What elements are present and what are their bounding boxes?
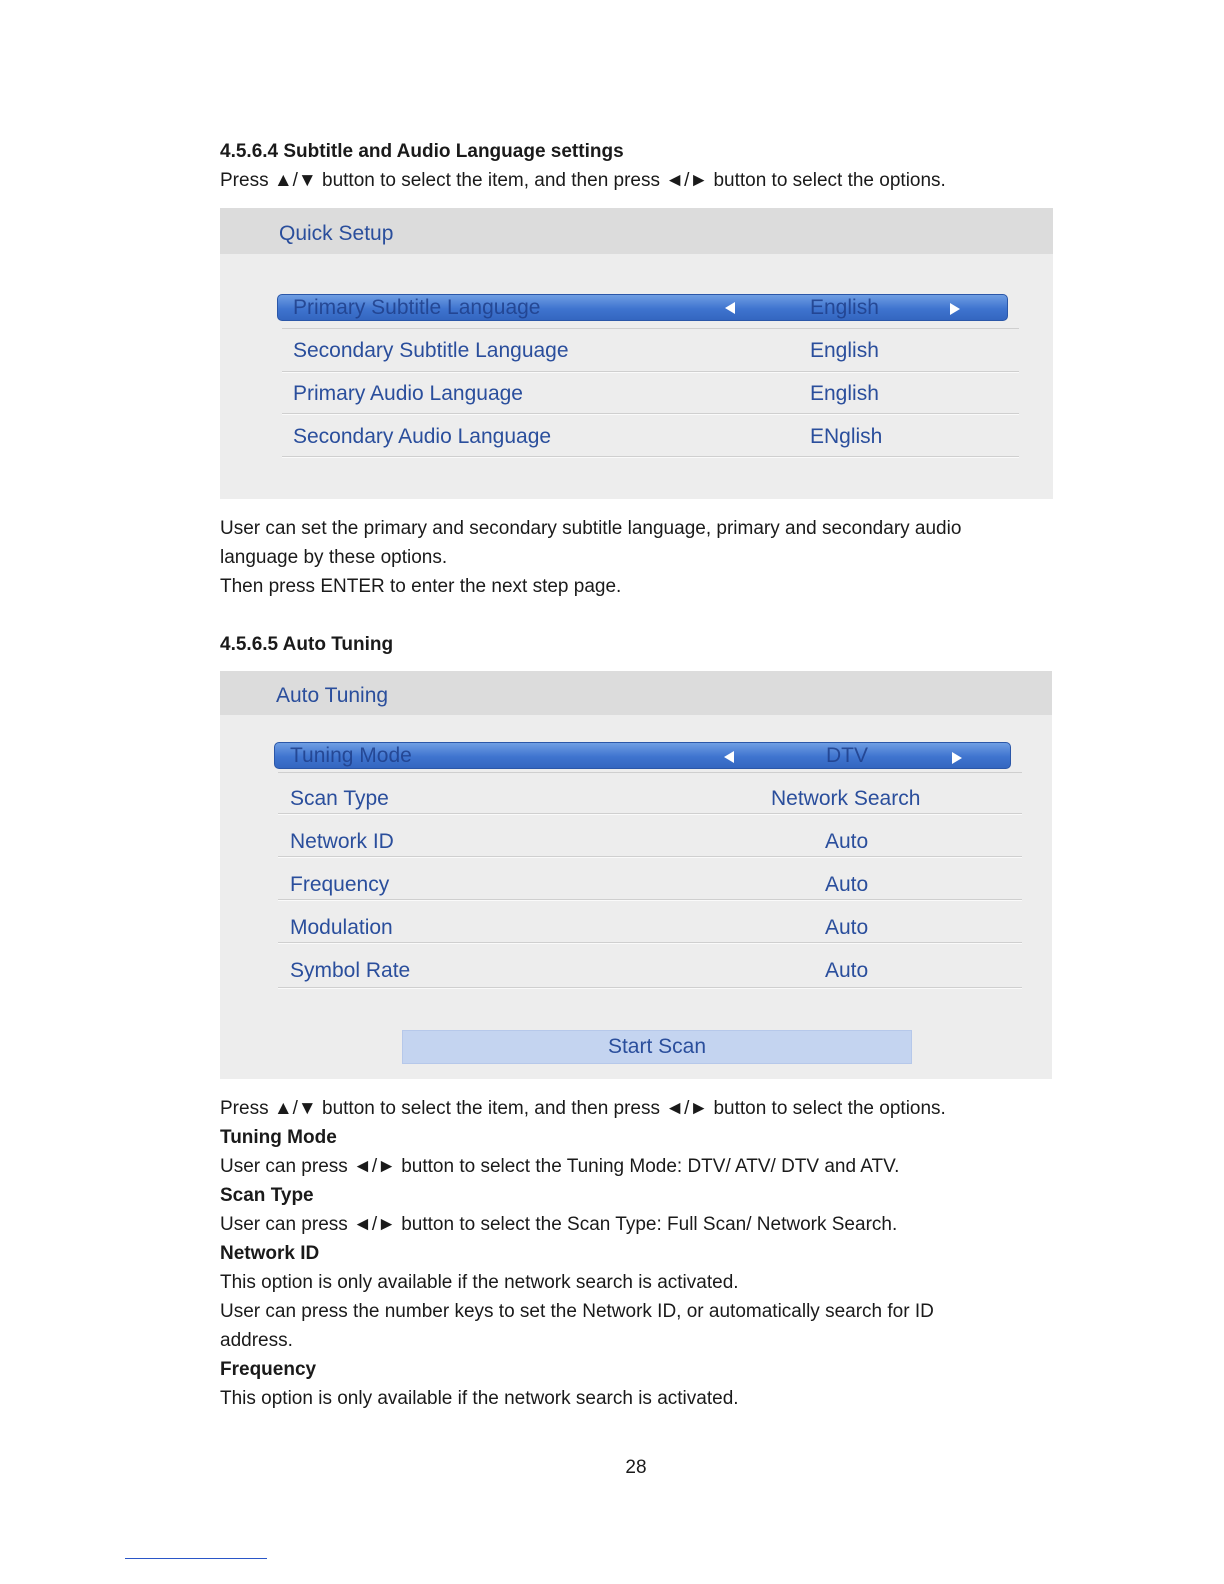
menu-row-scan-type[interactable] [278, 787, 1022, 827]
menu-row-value: English [810, 296, 879, 319]
divider [278, 813, 1022, 814]
divider [282, 371, 1019, 372]
instruction-text: Press ▲/▼ button to select the item, and then press ◄/► button to select the options. [220, 170, 946, 191]
quick-setup-panel [220, 208, 1053, 499]
subheading-scan-type: Scan Type [220, 1185, 314, 1206]
menu-row-label: Frequency [290, 873, 390, 896]
menu-row-secondary-subtitle[interactable] [282, 339, 1019, 379]
description-line: User can set the primary and secondary subtitle language, primary and secondary audio [220, 518, 962, 539]
menu-row-label: Symbol Rate [290, 959, 411, 982]
divider [282, 413, 1019, 414]
divider [282, 456, 1019, 457]
menu-row-primary-audio[interactable] [282, 382, 1019, 422]
auto-tuning-panel [220, 671, 1052, 1079]
menu-row-secondary-audio[interactable] [282, 425, 1019, 465]
description-line: language by these options. [220, 547, 448, 568]
page-number: 28 [625, 1457, 647, 1478]
menu-row-primary-subtitle[interactable] [277, 294, 1008, 322]
menu-row-label: Secondary Subtitle Language [293, 339, 569, 362]
menu-row-value: Auto [825, 916, 869, 939]
menu-row-value: English [810, 339, 879, 362]
body-text: User can press ◄/► button to select the Scan Type: Full Scan/ Network Search. [220, 1214, 898, 1235]
right-arrow-icon[interactable] [952, 752, 962, 764]
menu-row-frequency[interactable] [278, 873, 1022, 913]
left-arrow-icon[interactable] [724, 751, 734, 763]
menu-row-label: Tuning Mode [290, 744, 412, 767]
body-text: This option is only available if the network search is activated. [220, 1388, 739, 1409]
menu-row-modulation[interactable] [278, 916, 1022, 956]
menu-row-value: Auto [825, 959, 869, 982]
menu-row-value: Auto [825, 830, 869, 853]
subheading-frequency: Frequency [220, 1359, 317, 1380]
footnote-divider [125, 1558, 267, 1559]
menu-row-network-id[interactable] [278, 830, 1022, 870]
menu-row-tuning-mode[interactable] [274, 742, 1011, 770]
panel-title: Quick Setup [279, 222, 394, 245]
divider [282, 328, 1019, 329]
menu-row-value: English [810, 382, 879, 405]
instruction-text: Press ▲/▼ button to select the item, and then press ◄/► button to select the options. [220, 1098, 946, 1119]
menu-row-label: Scan Type [290, 787, 389, 810]
left-arrow-icon[interactable] [725, 302, 735, 314]
menu-row-symbol-rate[interactable] [278, 959, 1022, 999]
body-text: User can press ◄/► button to select the Tuning Mode: DTV/ ATV/ DTV and ATV. [220, 1156, 900, 1177]
divider [278, 987, 1022, 988]
body-text: This option is only available if the network search is activated. [220, 1272, 739, 1293]
body-text: address. [220, 1330, 293, 1351]
subheading-network-id: Network ID [220, 1243, 320, 1264]
body-text: User can press the number keys to set the Network ID, or automatically search for ID [220, 1301, 934, 1322]
divider [278, 942, 1022, 943]
right-arrow-icon[interactable] [950, 303, 960, 315]
subheading-tuning-mode: Tuning Mode [220, 1127, 337, 1148]
menu-row-label: Modulation [290, 916, 393, 939]
menu-row-label: Network ID [290, 830, 394, 853]
panel-title: Auto Tuning [276, 684, 389, 707]
menu-row-value: Auto [825, 873, 869, 896]
start-scan-button[interactable]: Start Scan [402, 1030, 912, 1064]
section-heading-language: 4.5.6.4 Subtitle and Audio Language settings [220, 141, 624, 162]
menu-row-label: Secondary Audio Language [293, 425, 552, 448]
menu-row-label: Primary Subtitle Language [293, 296, 541, 319]
section-heading-auto-tuning: 4.5.6.5 Auto Tuning [220, 634, 394, 655]
divider [278, 856, 1022, 857]
description-line: Then press ENTER to enter the next step page. [220, 576, 622, 597]
menu-row-label: Primary Audio Language [293, 382, 523, 405]
menu-row-value: DTV [826, 744, 868, 767]
divider [278, 899, 1022, 900]
menu-row-value: ENglish [810, 425, 883, 448]
divider [278, 772, 1022, 773]
menu-row-value: Network Search [771, 787, 921, 810]
